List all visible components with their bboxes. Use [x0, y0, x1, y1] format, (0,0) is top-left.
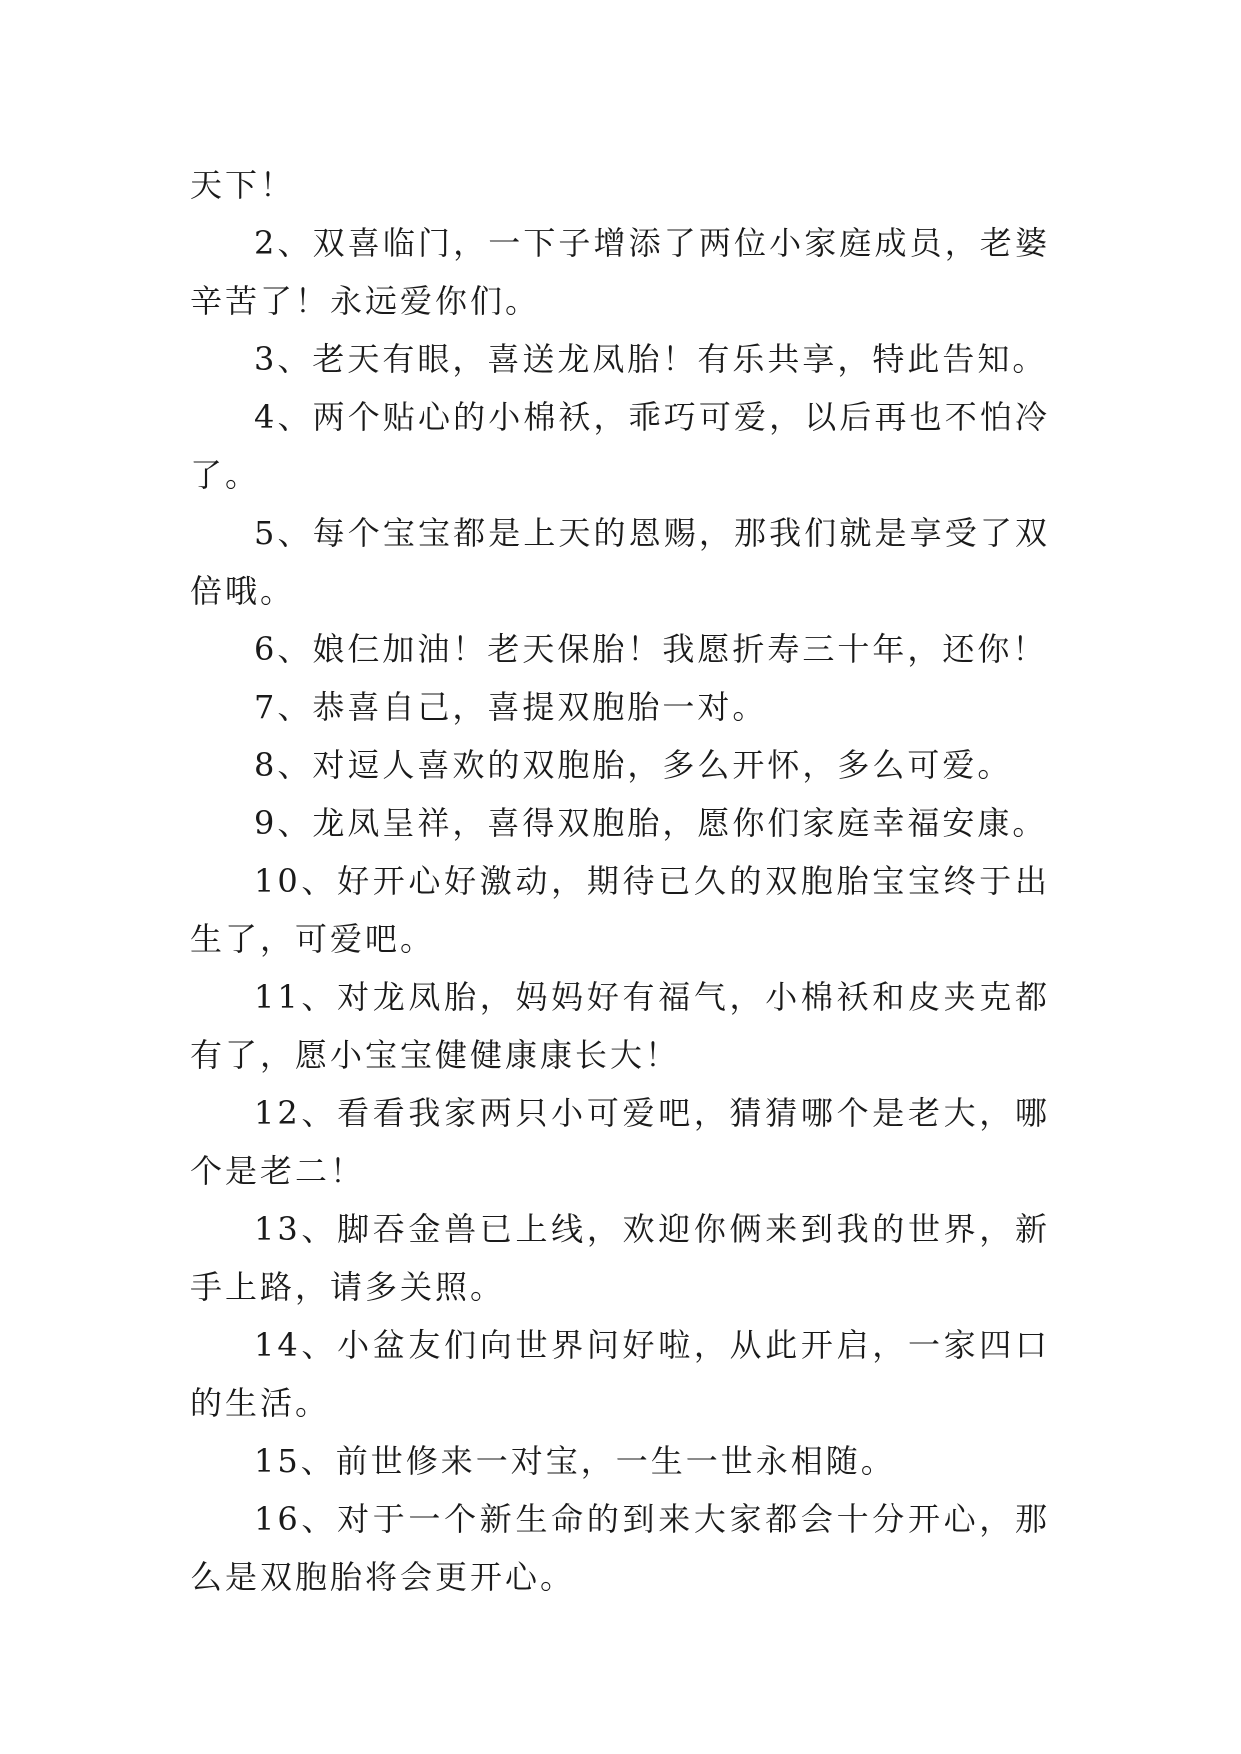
list-item: 6、娘仨加油！老天保胎！我愿折寿三十年，还你！ — [254, 630, 1048, 668]
list-item: 16、对于一个新生命的到来大家都会十分开心，那么是双胞胎将会更开心。 — [190, 1500, 1050, 1596]
list-item: 10、好开心好激动，期待已久的双胞胎宝宝终于出生了，可爱吧。 — [190, 862, 1050, 958]
list-item: 15、前世修来一对宝，一生一世永相随。 — [254, 1442, 896, 1480]
list-item: 5、每个宝宝都是上天的恩赐，那我们就是享受了双倍哦。 — [190, 514, 1050, 610]
list-item: 11、对龙凤胎，妈妈好有福气，小棉袄和皮夹克都有了，愿小宝宝健健康康长大！ — [190, 978, 1050, 1074]
list-item: 13、脚吞金兽已上线，欢迎你俩来到我的世界，新手上路，请多关照。 — [190, 1210, 1050, 1306]
list-item: 9、龙凤呈祥，喜得双胞胎，愿你们家庭幸福安康。 — [254, 804, 1048, 842]
list-item: 2、双喜临门，一下子增添了两位小家庭成员，老婆辛苦了！永远爱你们。 — [190, 224, 1050, 320]
paragraph-continuation: 天下！ — [190, 166, 296, 204]
list-item: 3、老天有眼，喜送龙凤胎！有乐共享，特此告知。 — [254, 340, 1048, 378]
list-item: 8、对逗人喜欢的双胞胎，多么开怀，多么可爱。 — [254, 746, 1013, 784]
list-item: 12、看看我家两只小可爱吧，猜猜哪个是老大，哪个是老二！ — [190, 1094, 1050, 1190]
document-body — [190, 156, 1050, 1606]
list-item: 4、两个贴心的小棉袄，乖巧可爱，以后再也不怕冷了。 — [190, 398, 1050, 494]
list-item: 7、恭喜自己，喜提双胞胎一对。 — [254, 688, 768, 726]
list-item: 14、小盆友们向世界问好啦，从此开启，一家四口的生活。 — [190, 1326, 1050, 1422]
